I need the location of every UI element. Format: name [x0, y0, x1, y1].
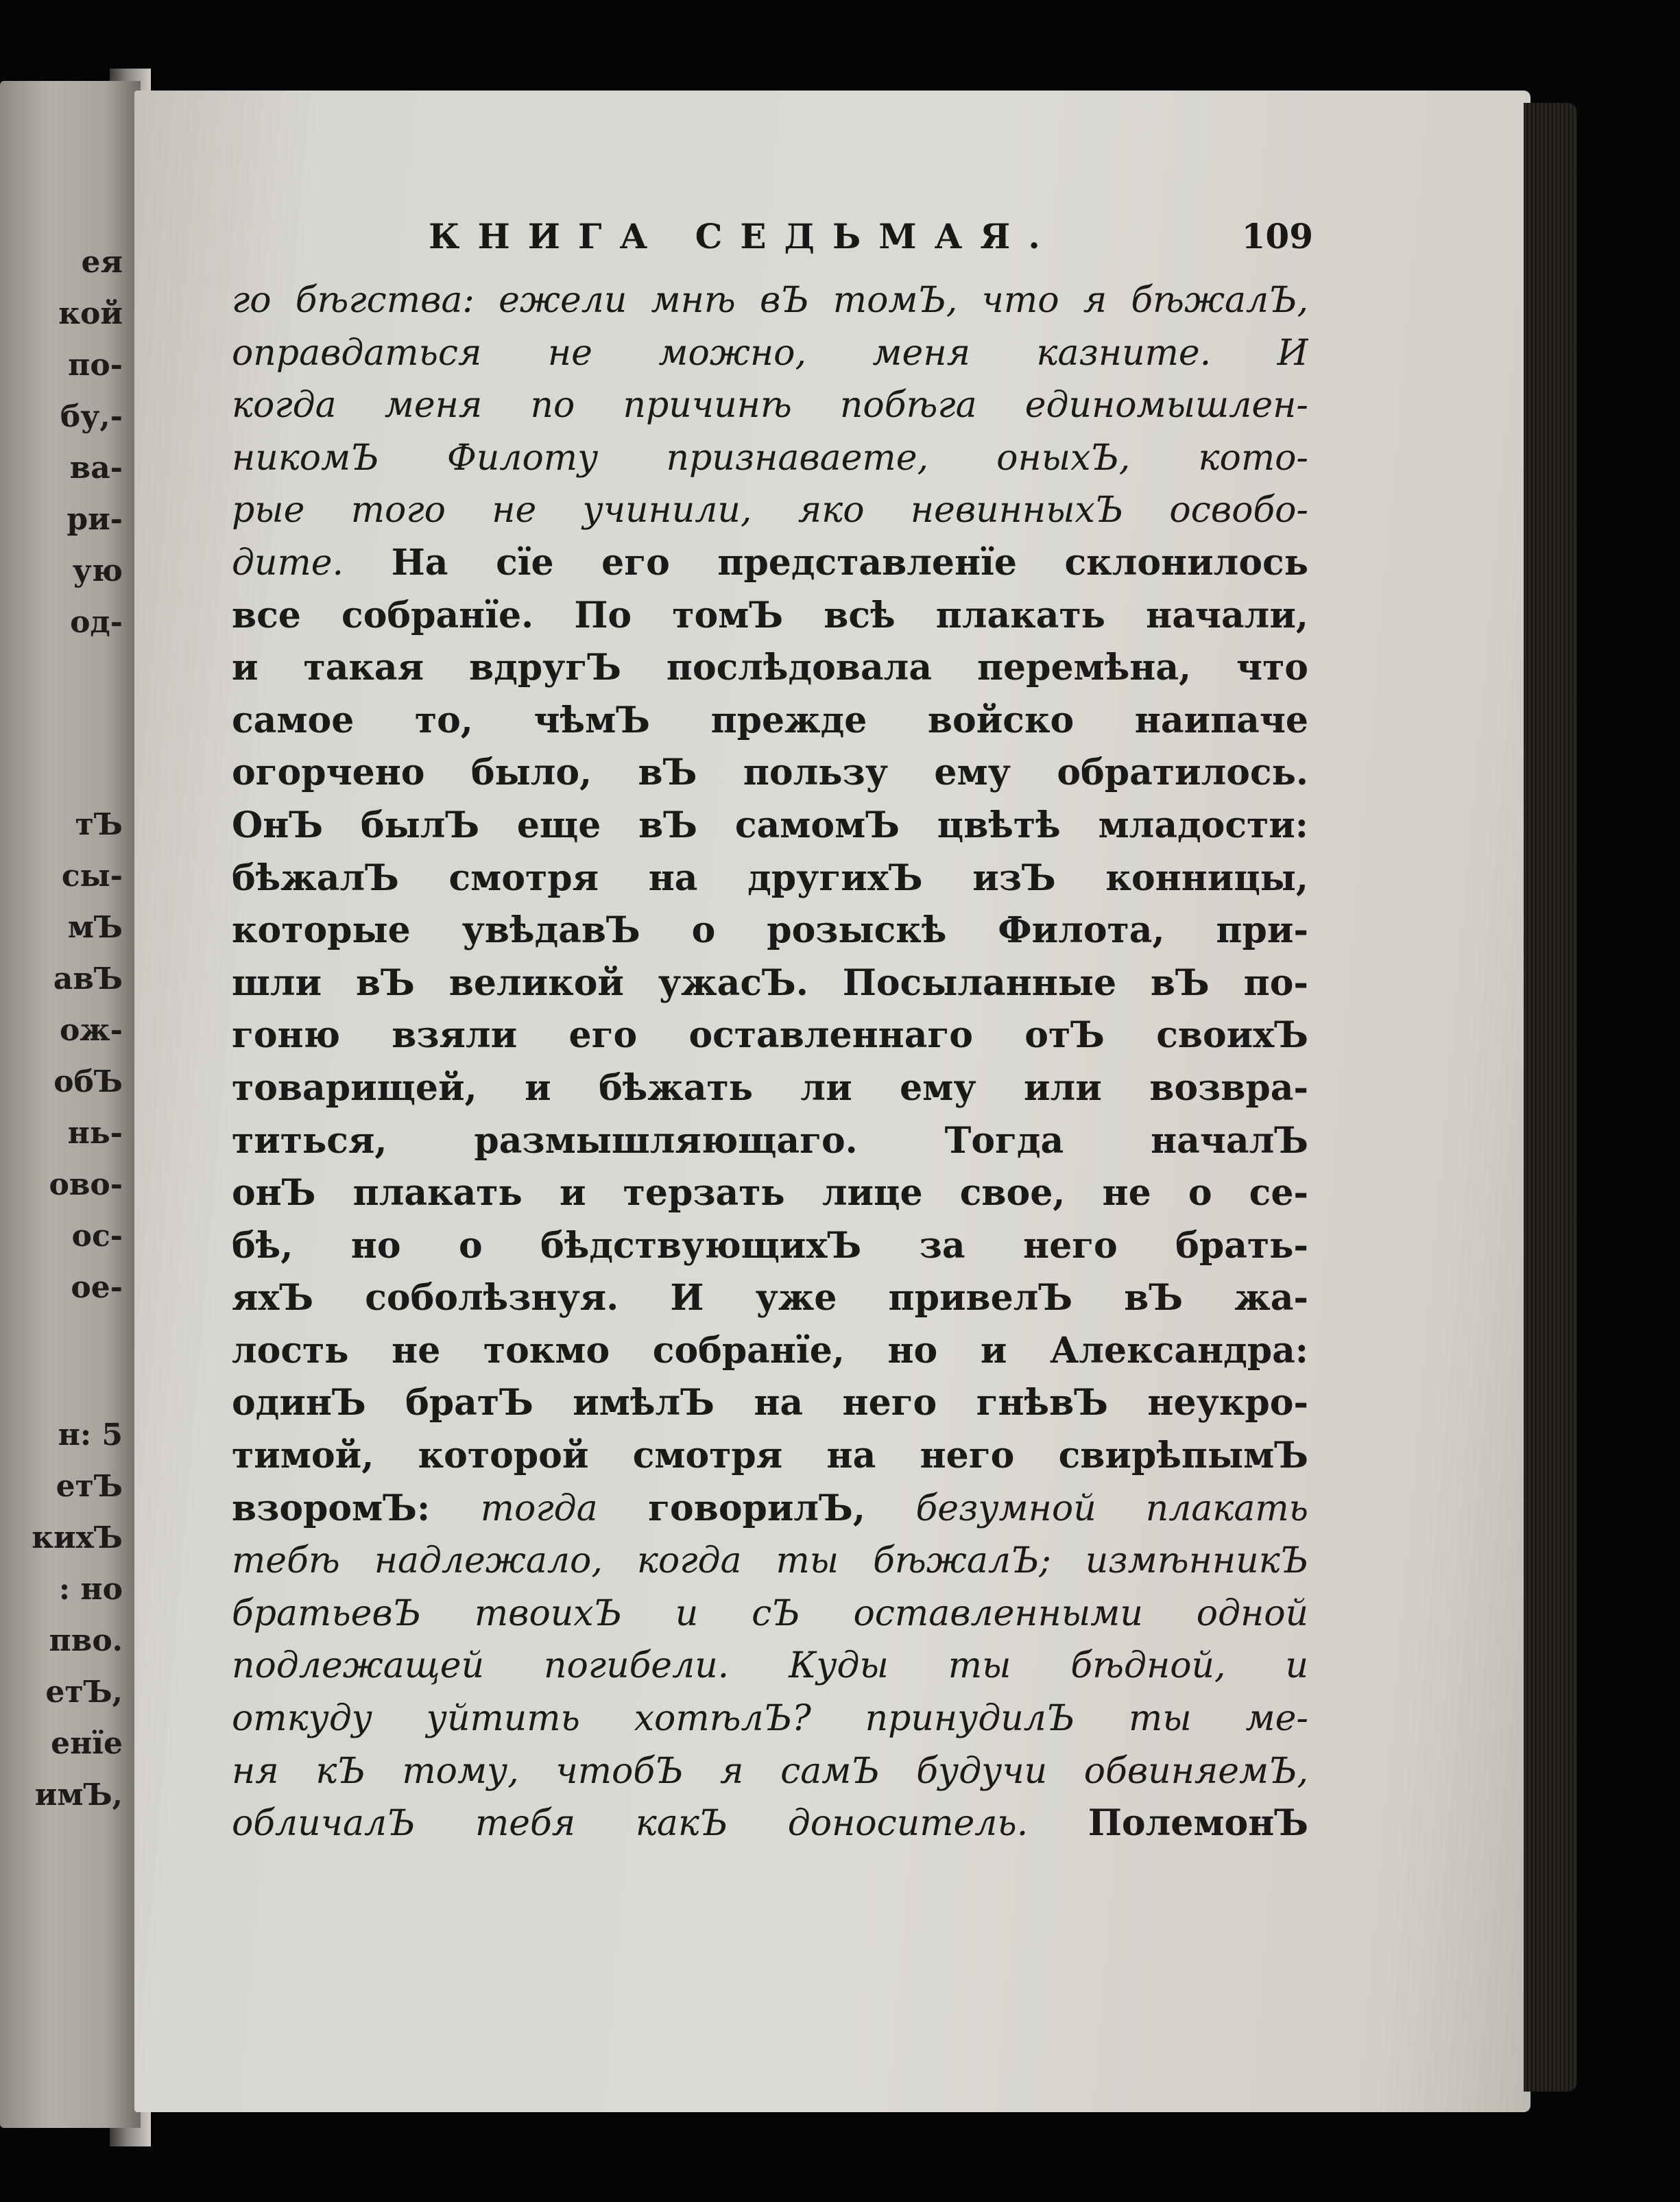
text-segment: На сїе его представленїе склонилось	[391, 541, 1308, 584]
text-line	[232, 1009, 1308, 1062]
text-segment: ня кЪ тому, чтобЪ я самЪ будучи обвиняемЪ,	[232, 1750, 1308, 1792]
text-line	[232, 905, 1308, 957]
text-line	[232, 1377, 1308, 1430]
text-segment: лость не токмо собранїе, но и Александра:	[232, 1329, 1308, 1372]
left-fragment: ея	[81, 245, 123, 280]
text-segment: огорчено было, вЪ пользу ему обратилось.	[232, 752, 1308, 794]
text-segment: самое то, чѣмЪ прежде войско наипаче	[232, 699, 1308, 741]
text-segment: бѣ, но о бѣдствующихЪ за него брать-	[232, 1224, 1308, 1267]
left-fragment: нь-	[67, 1116, 123, 1151]
text-segment: говорилЪ,	[648, 1487, 865, 1529]
text-line	[232, 1062, 1308, 1115]
text-line	[232, 484, 1308, 537]
left-fragment: бу,-	[60, 399, 123, 434]
text-line	[232, 695, 1308, 747]
text-line	[232, 1588, 1308, 1640]
left-fragment: н: 5	[58, 1417, 123, 1452]
left-fragment: енїе	[51, 1726, 123, 1761]
text-segment: го бѣгства: ежели мнѣ вЪ томЪ, что я бѣжалЪ,	[232, 280, 1308, 321]
left-fragment: обЪ	[53, 1064, 123, 1099]
left-fragment: ое-	[71, 1270, 123, 1305]
text-line	[232, 274, 1308, 327]
text-segment: безумной плакать	[915, 1487, 1308, 1529]
left-fragment: ую	[72, 553, 123, 588]
text-line	[232, 1692, 1308, 1745]
text-segment: титься, размышляющаго. Тогда началЪ	[232, 1119, 1308, 1162]
text-line	[232, 1745, 1308, 1798]
page-edges	[1524, 103, 1577, 2092]
left-fragment: ово-	[49, 1167, 123, 1202]
text-line	[232, 1325, 1308, 1378]
text-line	[232, 642, 1308, 695]
left-fragment: тЪ	[75, 807, 123, 842]
text-segment: ПолемонЪ	[1088, 1802, 1308, 1845]
text-line	[232, 1167, 1308, 1220]
text-line	[232, 1430, 1308, 1483]
left-fragment: авЪ	[53, 961, 123, 996]
text-segment: подлежащей погибели. Куды ты бѣдной, и	[232, 1645, 1308, 1687]
page-header	[429, 216, 1313, 271]
left-fragment: мЪ	[67, 910, 123, 945]
left-fragment: ри-	[67, 502, 123, 537]
left-fragment: пво.	[49, 1623, 123, 1658]
left-fragment: етЪ	[56, 1469, 123, 1504]
text-line	[232, 590, 1308, 643]
text-line	[232, 1220, 1308, 1273]
text-segment: братьевЪ твоихЪ и сЪ оставленными одной	[232, 1592, 1308, 1634]
left-fragment: имЪ,	[34, 1778, 123, 1812]
text-line	[232, 1640, 1308, 1692]
text-segment: тимой, которой смотря на него свирѣпымЪ	[232, 1435, 1308, 1477]
left-fragment: : но	[58, 1572, 123, 1607]
text-line	[232, 1797, 1308, 1850]
text-segment: дите.	[232, 542, 344, 584]
text-segment: откуду уйтить хотѣлЪ? принудилЪ ты ме-	[232, 1698, 1308, 1740]
text-line	[232, 852, 1308, 905]
text-line	[232, 432, 1308, 485]
text-segment: ОнЪ былЪ еще вЪ самомЪ цвѣтѣ младости:	[232, 804, 1308, 846]
text-line	[232, 327, 1308, 380]
text-segment: и такая вдругЪ послѣдовала перемѣна, что	[232, 647, 1308, 689]
text-segment: онЪ плакать и терзать лице свое, не о се-	[232, 1172, 1308, 1214]
left-fragment: по-	[68, 348, 123, 383]
text-line	[232, 537, 1308, 590]
page-number: 109	[1241, 216, 1313, 256]
left-page-fragments	[0, 81, 141, 2128]
text-line	[232, 379, 1308, 432]
text-segment: одинЪ братЪ имѣлЪ на него гнѣвЪ неукро-	[232, 1382, 1308, 1424]
left-fragment: етЪ,	[45, 1675, 123, 1710]
text-segment: которые увѣдавЪ о розыскѣ Филота, при-	[232, 909, 1308, 952]
running-title: КНИГА СЕДЬМАЯ.	[429, 216, 1058, 256]
text-line	[232, 1535, 1308, 1588]
text-segment: шли вЪ великой ужасЪ. Посыланные вЪ по-	[232, 961, 1308, 1004]
left-fragment: кихЪ	[32, 1520, 123, 1555]
text-segment: яхЪ соболѣзнуя. И уже привелЪ вЪ жа-	[232, 1277, 1308, 1319]
body-text	[232, 274, 1308, 1850]
left-page	[0, 81, 141, 2128]
text-line	[232, 747, 1308, 800]
left-fragment: ос-	[71, 1219, 123, 1254]
text-segment: все собранїе. По томЪ всѣ плакать начали,	[232, 594, 1308, 636]
text-segment: взоромЪ:	[232, 1487, 431, 1529]
text-line	[232, 957, 1308, 1010]
left-fragment: ож-	[59, 1013, 123, 1048]
text-segment: оправдаться не можно, меня казните. И	[232, 332, 1308, 374]
text-segment: рые того не учинили, яко невинныхЪ освобо-	[232, 490, 1308, 531]
text-segment: никомЪ Филоту признаваете, оныхЪ, кото-	[232, 437, 1308, 479]
left-fragment: кой	[58, 296, 123, 331]
text-line	[232, 1483, 1308, 1535]
text-segment: тогда	[480, 1487, 598, 1529]
text-line	[232, 1272, 1308, 1325]
text-segment: обличалЪ тебя какЪ доноситель.	[232, 1803, 1029, 1845]
text-segment: товарищей, и бѣжать ли ему или возвра-	[232, 1066, 1308, 1109]
text-segment: бѣжалЪ смотря на другихЪ изЪ конницы,	[232, 857, 1308, 899]
left-fragment: сы-	[61, 859, 123, 894]
left-fragment: од-	[70, 605, 123, 640]
left-fragment: ва-	[69, 451, 123, 486]
text-line	[232, 800, 1308, 852]
text-segment: когда меня по причинѣ побѣга единомышлен-	[232, 385, 1308, 427]
text-line	[232, 1115, 1308, 1168]
text-segment: гоню взяли его оставленнаго отЪ своихЪ	[232, 1014, 1308, 1057]
text-segment: тебѣ надлежало, когда ты бѣжалЪ; измѣнникЪ	[232, 1540, 1308, 1582]
